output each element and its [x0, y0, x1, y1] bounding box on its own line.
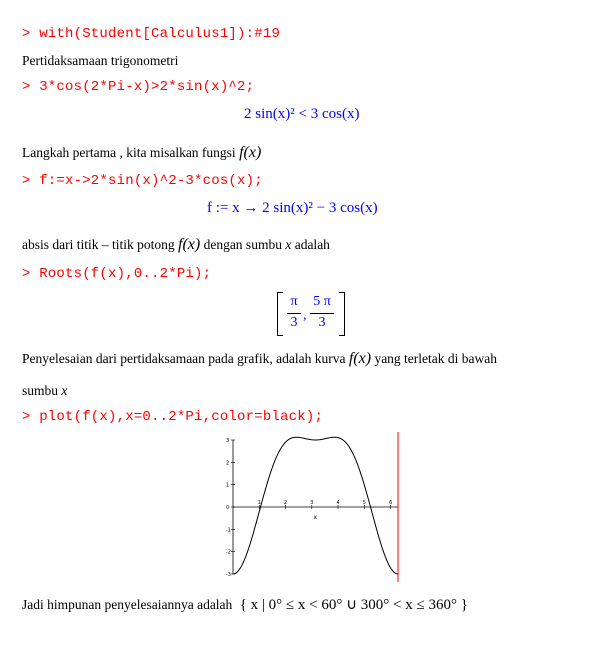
text-line-6	[22, 595, 468, 614]
text-line-3-x: x	[285, 237, 292, 252]
text-line-1: Pertidaksamaan trigonometri	[22, 53, 179, 68]
plot-x-tick-label: 6	[389, 500, 393, 506]
text-line-5	[22, 383, 67, 399]
function-plot[interactable]	[225, 432, 403, 582]
plot-y-tick-label: 0	[226, 505, 230, 511]
plot-x-tick-label: 4	[336, 500, 340, 506]
plot-x-axis-label: x	[313, 514, 318, 521]
command-line-4[interactable]: > Roots(f(x),0..2*Pi);	[22, 266, 212, 282]
root-separator: ,	[303, 308, 307, 323]
command-line-1[interactable]: > with(Student[Calculus1]):#19	[22, 26, 281, 42]
text-line-2	[22, 144, 261, 162]
text-line-5-x: x	[61, 383, 68, 398]
plot-x-tick-label: 3	[310, 500, 314, 506]
text-line-6-label: Jadi himpunan penyelesaiannya adalah	[22, 597, 233, 612]
text-line-3-label-a: absis dari titik – titik potong	[22, 237, 175, 252]
command-line-5[interactable]: > plot(f(x),x=0..2*Pi,color=black);	[22, 409, 324, 425]
plot-y-tick-label: -1	[226, 527, 231, 534]
text-line-4-fx: f(x)	[348, 350, 372, 367]
text-line-5-label: sumbu	[22, 383, 59, 398]
plot-x-tick-label: 5	[362, 500, 366, 506]
root-2-fraction-bar	[310, 313, 334, 314]
left-bracket	[277, 292, 283, 336]
solution-set: { x | 0° ≤ x < 60° ∪ 300° < x ≤ 360° }	[239, 597, 468, 613]
text-line-4	[22, 350, 497, 368]
root-1-denominator: 3	[290, 315, 298, 330]
output-line-3: f := x → 2 sin(x)² − 3 cos(x)	[207, 200, 378, 216]
plot-y-tick-label: 3	[226, 438, 230, 444]
root-2-denominator: 3	[318, 315, 326, 330]
text-line-4-label-b: yang terletak di bawah	[374, 351, 498, 366]
plot-x-tick-label: 1	[257, 500, 261, 506]
text-line-3-label-b: dengan sumbu	[203, 237, 282, 252]
command-line-2[interactable]: > 3*cos(2*Pi-x)>2*sin(x)^2;	[22, 79, 255, 95]
plot-ticks	[226, 438, 392, 578]
root-1-numerator: π	[290, 294, 298, 309]
text-line-4-label-a: Penyelesaian dari pertidaksamaan pada grafik, adalah kurva	[22, 351, 346, 366]
roots-output	[277, 292, 347, 336]
text-line-3	[22, 236, 330, 254]
root-1-fraction-bar	[287, 313, 301, 314]
text-line-2-fx: f(x)	[239, 144, 262, 161]
text-line-2-label: Langkah pertama , kita misalkan fungsi	[22, 145, 236, 160]
plot-y-tick-label: 1	[226, 482, 230, 489]
plot-axes	[233, 440, 398, 574]
right-bracket	[339, 292, 345, 336]
text-line-3-label-c: adalah	[294, 237, 330, 252]
plot-x-tick-label: 2	[284, 500, 288, 506]
plot-y-tick-label: -3	[226, 572, 231, 578]
command-line-3[interactable]: > f:=x->2*sin(x)^2-3*cos(x);	[22, 173, 263, 189]
text-line-3-fx: f(x)	[178, 236, 201, 253]
root-2-numerator: 5 π	[313, 294, 331, 309]
output-line-2: 2 sin(x)² < 3 cos(x)	[244, 106, 360, 122]
plot-y-tick-label: -2	[226, 549, 231, 556]
plot-y-tick-label: 2	[226, 460, 230, 467]
